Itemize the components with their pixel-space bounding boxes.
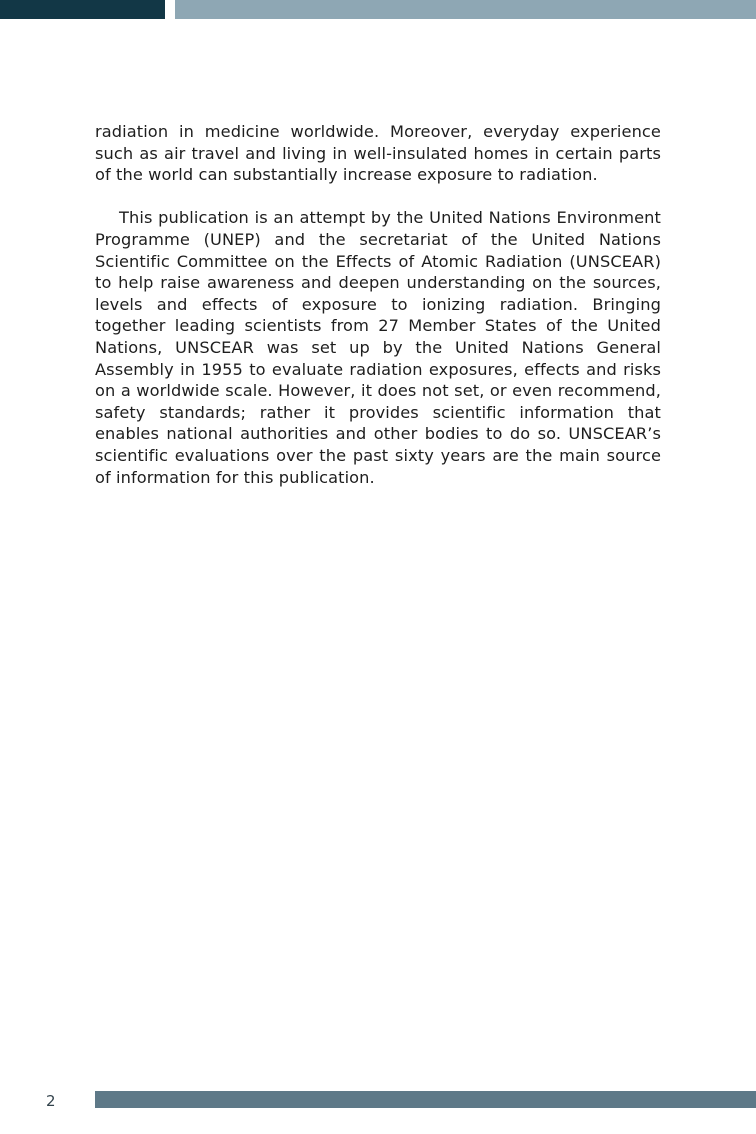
header-bar-dark (0, 0, 165, 19)
paragraph-2: This publication is an attempt by the United Nations Environment Programme (UNEP) and the secretariat of the United Nations Scientific Committee on the Effects of Atomic Radiation (UNSCEAR) to help raise awareness and deepen understanding on the sources, levels and effects of exposure to ionizing radiation. Bringing together leading scientists from 27 Member States of the United Nations, UNSCEAR was set up by the United Nations General Assembly in 1955 to evaluate radiation exposures, effects and risks on a worldwide scale. However, it does not set, or even recommend, safety standards; rather it provides scientific information that enables national authorities and other bodies to do so. UNSCEAR’s scientific evaluations over the past sixty years are the main source of information for this publication. (95, 208, 661, 487)
body-text (95, 121, 661, 488)
footer-bar (95, 1091, 756, 1108)
page-number: 2 (46, 1092, 56, 1110)
header-bar-light (175, 0, 756, 19)
paragraph-1: radiation in medicine worldwide. Moreover, everyday experience such as air travel and living in well-insulated homes in certain parts of the world can substantially increase exposure to radiation. (95, 122, 661, 185)
